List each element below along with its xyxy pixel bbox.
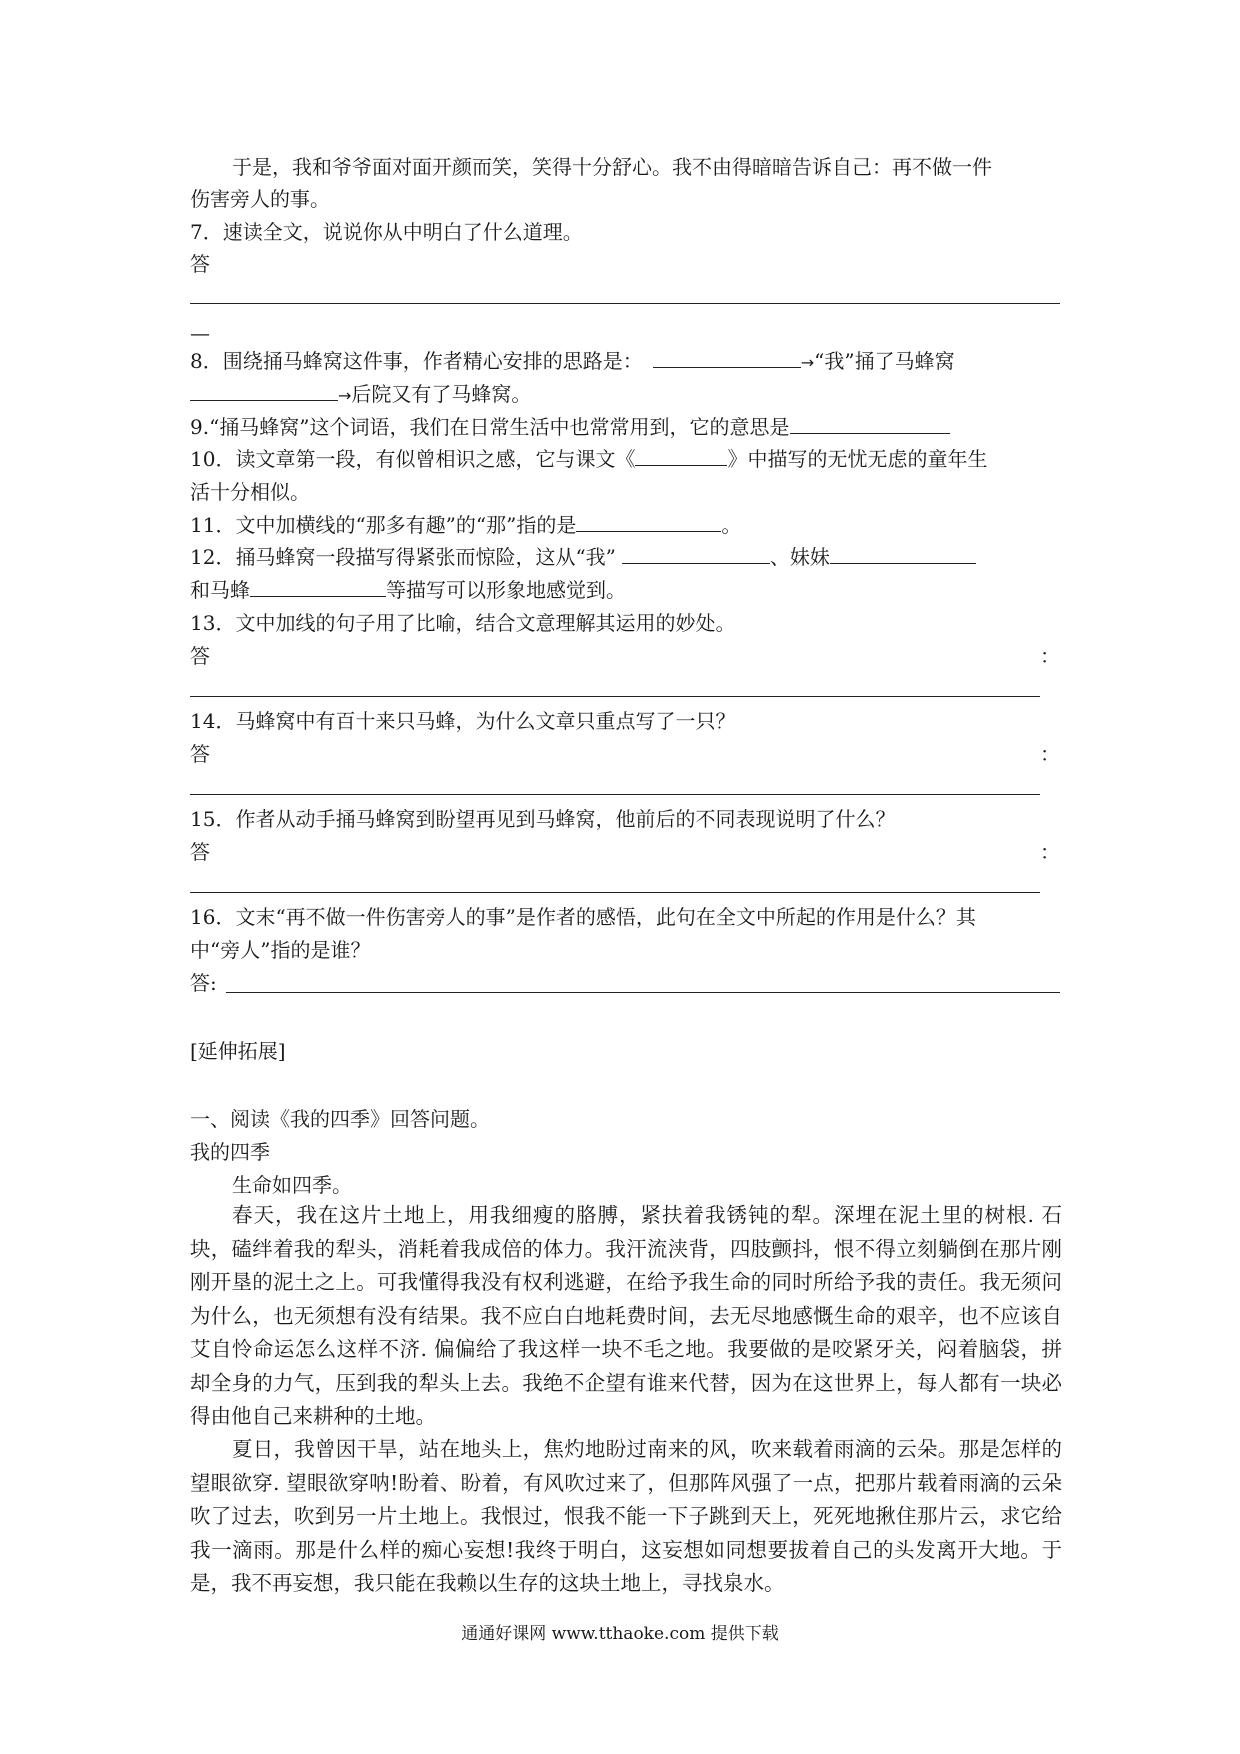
q12-blank-3[interactable] (250, 578, 386, 597)
answer-colon-14: ： (1040, 742, 1060, 766)
q11-text-b: 。 (721, 513, 742, 537)
answer-line-14[interactable] (190, 794, 1040, 795)
answer-line-16[interactable] (226, 992, 1060, 993)
q8-blank-1[interactable] (653, 349, 801, 368)
answer-label-7: 答 (190, 252, 210, 276)
reading-title: 我的四季 (190, 1140, 270, 1164)
answer-dash-7: — (190, 321, 210, 345)
question-16-line-2: 中“旁人”指的是谁？ (190, 938, 371, 962)
q9-text: 9.“捅马蜂窝”这个词语，我们在日常生活中也常常用到，它的意思是 (190, 415, 790, 439)
q12-blank-2[interactable] (830, 545, 976, 564)
q11-blank[interactable] (576, 513, 721, 532)
question-10-line-1 (190, 446, 1060, 472)
answer-line-7[interactable] (190, 303, 1060, 304)
question-9 (190, 414, 1060, 440)
q8-text-b: “我”捅了马蜂窝 (814, 349, 955, 373)
arrow-icon: → (800, 353, 815, 372)
q12-text-d: 等描写可以形象地感觉到。 (386, 578, 626, 602)
answer-label-13: 答 (190, 644, 210, 668)
answer-colon-15: ： (1040, 840, 1060, 864)
q10-text-b: 》中描写的无忧无虑的童年生 (727, 447, 988, 471)
intro-line-2: 伤害旁人的事。 (190, 187, 330, 211)
answer-line-13[interactable] (190, 696, 1040, 697)
question-10-line-2: 活十分相似。 (190, 480, 310, 504)
reading-instruction: 一、阅读《我的四季》回答问题。 (190, 1107, 490, 1131)
answer-label-14: 答 (190, 742, 210, 766)
paragraph-summer: 夏日，我曾因干旱，站在地头上，焦灼地盼过南来的风，吹来载着雨滴的云朵。那是怎样的望眼欲穿. 望眼欲穿呐!盼着、盼着，有风吹过来了，但那阵风强了一点，把那片载着雨滴的云朵吹了过去，吹到另一片土地上。我恨过，恨我不能一下子跳到天上，死死地揪住那片云，求它给我一滴雨。那是什么样的痴心妄想!我终于明白，这妄想如同想要拔着自己的头发离开大地。于是，我不再妄想，我只能在我赖以生存的这块土地上，寻找泉水。 (190, 1437, 1062, 1595)
question-15: 15．作者从动手捅马蜂窝到盼望再见到马蜂窝，他前后的不同表现说明了什么？ (190, 807, 896, 831)
question-8-line-1 (190, 348, 1060, 376)
answer-label-15: 答 (190, 840, 210, 864)
q11-text-a: 11．文中加横线的“那多有趣”的“那”指的是 (190, 513, 577, 537)
q9-blank[interactable] (790, 415, 950, 434)
answer-line-15[interactable] (190, 892, 1040, 893)
intro-line-1: 于是，我和爷爷面对面开颜而笑，笑得十分舒心。我不由得暗暗告诉自己：再不做一件 (232, 155, 992, 179)
q12-blank-1[interactable] (622, 545, 770, 564)
question-16-line-1: 16．文末“再不做一件伤害旁人的事”是作者的感悟，此句在全文中所起的作用是什么？其 (190, 905, 976, 929)
section-title: [延伸拓展] (190, 1039, 286, 1063)
q12-text-a: 12．捅马蜂窝一段描写得紧张而惊险，这从“我” (190, 545, 616, 569)
q8-text-c: 后院又有了马蜂窝。 (351, 382, 532, 406)
question-12-line-1 (190, 544, 1060, 570)
answer-colon-13: ： (1040, 644, 1060, 668)
q8-text-a: 8．围绕捅马蜂窝这件事，作者精心安排的思路是： (190, 349, 643, 373)
paragraph-spring: 春天，我在这片土地上，用我细瘦的胳膊，紧扶着我锈钝的犁。深埋在泥土里的树根. 石块，磕绊着我的犁头，消耗着我成倍的体力。我汗流浃背，四肢颤抖，恨不得立刻躺倒在那片刚刚开垦的泥土之上。可我懂得我没有权利逃避，在给予我生命的同时所给予我的责任。我无须问为什么，也无须想有没有结果。我不应白白地耗费时间，去无尽地感慨生命的艰辛，也不应该自艾自怜命运怎么这样不济. 偏偏给了我这样一块不毛之地。我要做的是咬紧牙关，闷着脑袋，拼却全身的力气，压到我的犁头上去。我绝不企望有谁来代替，因为在这世界上，每人都有一块必得由他自己来耕种的土地。 (190, 1203, 1062, 1428)
q12-text-c: 和马蜂 (190, 578, 250, 602)
arrow-icon: → (338, 386, 352, 405)
question-11 (190, 512, 1060, 538)
answer-label-16: 答: (190, 971, 217, 995)
question-8-line-2 (190, 381, 1060, 409)
question-12-line-2 (190, 577, 1060, 603)
paragraph-1: 生命如四季。 (232, 1173, 352, 1197)
q12-text-b: 、妹妹 (769, 545, 830, 569)
question-14: 14．马蜂窝中有百十来只马蜂，为什么文章只重点写了一只？ (190, 709, 736, 733)
footer-source: 通通好课网 www.tthaoke.com 提供下载 (461, 1624, 779, 1644)
question-13: 13．文中加线的句子用了比喻，结合文意理解其运用的妙处。 (190, 611, 736, 635)
q10-blank[interactable] (635, 447, 727, 466)
q10-text-a: 10．读文章第一段，有似曾相识之感，它与课文《 (190, 447, 636, 471)
question-7: 7．速读全文，说说你从中明白了什么道理。 (190, 220, 583, 244)
q8-blank-2[interactable] (190, 382, 338, 401)
